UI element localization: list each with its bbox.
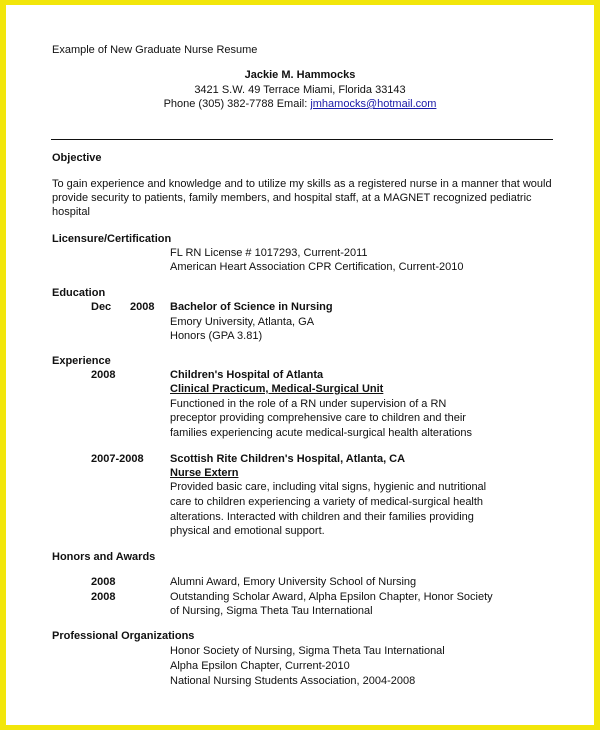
organizations-heading: Professional Organizations — [52, 630, 195, 642]
job-description-line: care to children experiencing a variety of medical-surgical health — [170, 496, 484, 508]
education-heading: Education — [52, 287, 106, 299]
job-description-line: alterations. Interacted with children and their families providing — [170, 511, 474, 523]
honor-line: Alumni Award, Emory University School of Nursing — [170, 576, 417, 588]
applicant-address: 3421 S.W. 49 Terrace Miami, Florida 33143 — [194, 84, 406, 96]
education-month: Dec — [91, 301, 112, 313]
job-year: 2007-2008 — [91, 453, 144, 465]
honor-line: Outstanding Scholar Award, Alpha Epsilon Chapter, Honor Society — [170, 591, 493, 603]
job-year: 2008 — [91, 369, 116, 381]
licensure-heading: Licensure/Certification — [52, 233, 172, 245]
job-description-line: Functioned in the role of a RN under supervision of a RN — [170, 398, 447, 410]
job-description-line: physical and emotional support. — [170, 525, 325, 537]
education-degree: Bachelor of Science in Nursing — [170, 301, 333, 313]
job-employer: Scottish Rite Children's Hospital, Atlanta, CA — [170, 453, 406, 465]
organization-item: Alpha Epsilon Chapter, Current-2010 — [170, 660, 350, 672]
job-role: Nurse Extern — [170, 467, 239, 479]
honor-year: 2008 — [91, 591, 116, 603]
organization-item: National Nursing Students Association, 2004-2008 — [170, 675, 416, 687]
job-employer: Children's Hospital of Atlanta — [170, 369, 324, 381]
email-link[interactable]: jmhamocks@hotmail.com — [310, 98, 437, 110]
honors-heading: Honors and Awards — [52, 551, 156, 563]
job-description-line: families experiencing acute medical-surgical health alterations — [170, 427, 473, 439]
experience-heading: Experience — [52, 355, 111, 367]
resume-page — [6, 5, 594, 725]
education-honors: Honors (GPA 3.81) — [170, 330, 263, 342]
honor-line: of Nursing, Sigma Theta Tau International — [170, 605, 373, 617]
phone-text: Phone (305) 382-7788 Email: — [163, 98, 311, 110]
license-item: FL RN License # 1017293, Current-2011 — [170, 247, 368, 259]
license-item: American Heart Association CPR Certification, Current-2010 — [170, 261, 464, 273]
education-school: Emory University, Atlanta, GA — [170, 316, 315, 328]
objective-line: To gain experience and knowledge and to utilize my skills as a registered nurse in a manner that would — [52, 178, 552, 190]
header-divider — [51, 139, 553, 140]
job-description-line: preceptor providing comprehensive care to children and their — [170, 412, 466, 424]
objective-line: hospital — [52, 206, 90, 218]
job-role: Clinical Practicum, Medical-Surgical Unit — [170, 383, 384, 395]
applicant-name: Jackie M. Hammocks — [244, 69, 356, 81]
honor-year: 2008 — [91, 576, 116, 588]
objective-line: provide security to patients, family members, and hospital staff, at a MAGNET recognized pediatric — [52, 192, 532, 204]
objective-heading: Objective — [52, 152, 102, 164]
document-title: Example of New Graduate Nurse Resume — [52, 44, 258, 56]
applicant-contact — [6, 97, 594, 111]
job-description-line: Provided basic care, including vital signs, hygienic and nutritional — [170, 481, 487, 493]
organization-item: Honor Society of Nursing, Sigma Theta Tau International — [170, 645, 445, 657]
education-year: 2008 — [130, 301, 155, 313]
